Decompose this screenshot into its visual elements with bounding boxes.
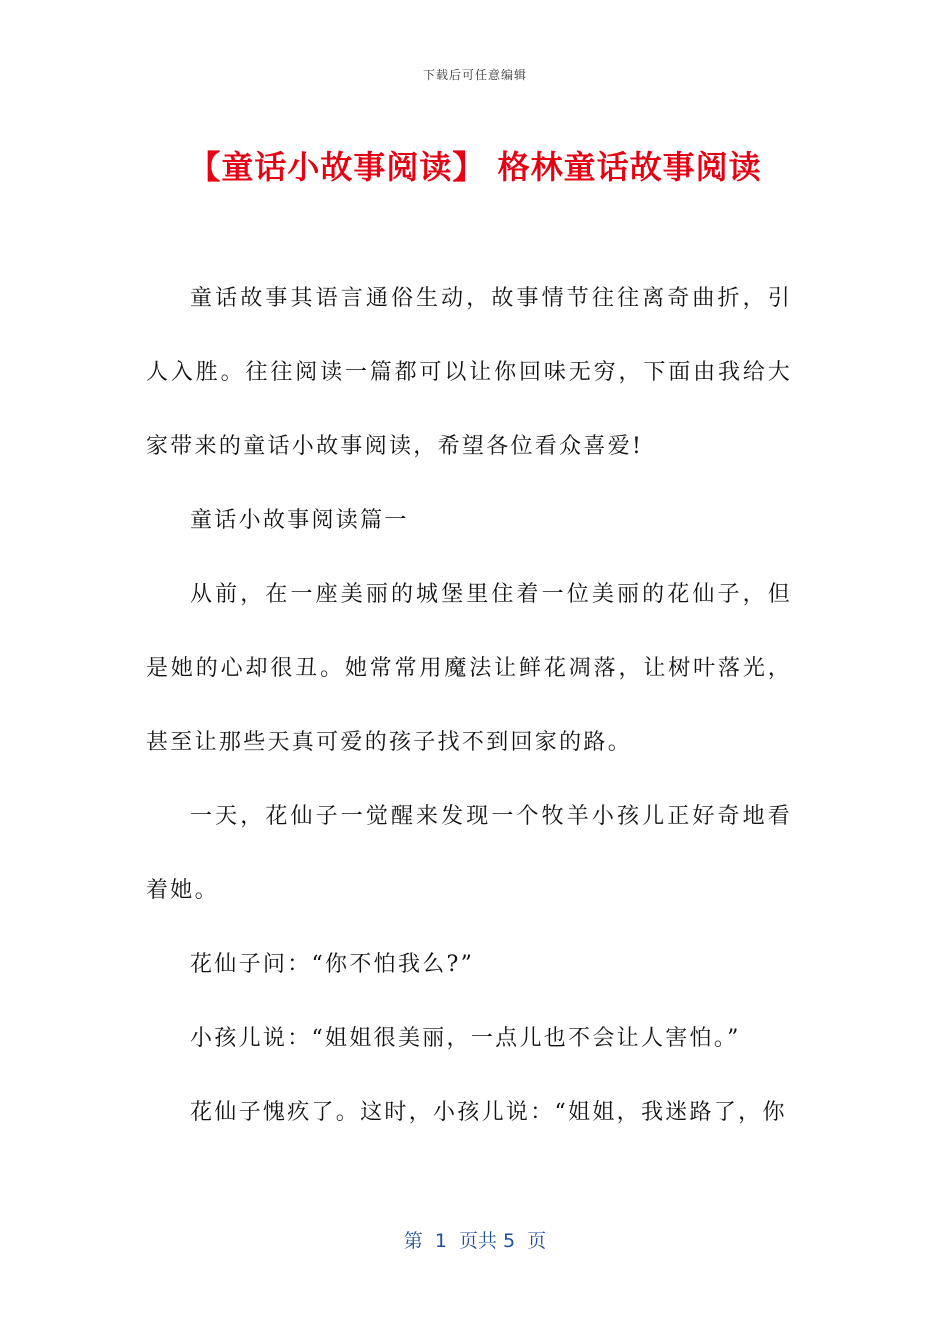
page-number-footer: 第 1 页共 5 页 — [403, 1230, 547, 1252]
header-note: 下载后可任意编辑 — [422, 68, 527, 82]
document-body — [146, 262, 792, 1150]
paragraph: 花仙子问：“你不怕我么?” — [190, 952, 475, 977]
section-heading: 童话小故事阅读篇一 — [190, 508, 409, 533]
document-title: 【童话小故事阅读】 格林童话故事阅读 — [188, 148, 762, 186]
paragraph: 花仙子愧疚了。这时，小孩儿说：“姐姐，我迷路了，你 — [190, 1100, 787, 1125]
paragraph: 童话故事其语言通俗生动，故事情节往往离奇曲折，引人入胜。往往阅读一篇都可以让你回味无穷，下面由我给大家带来的童话小故事阅读，希望各位看众喜爱! — [146, 286, 792, 459]
paragraph: 一天，花仙子一觉醒来发现一个牧羊小孩儿正好奇地看着她。 — [146, 804, 792, 903]
paragraph: 小孩儿说：“姐姐很美丽，一点儿也不会让人害怕。” — [190, 1026, 741, 1051]
paragraph: 从前，在一座美丽的城堡里住着一位美丽的花仙子，但是她的心却很丑。她常常用魔法让鲜花凋落，让树叶落光，甚至让那些天真可爱的孩子找不到回家的路。 — [146, 582, 792, 755]
